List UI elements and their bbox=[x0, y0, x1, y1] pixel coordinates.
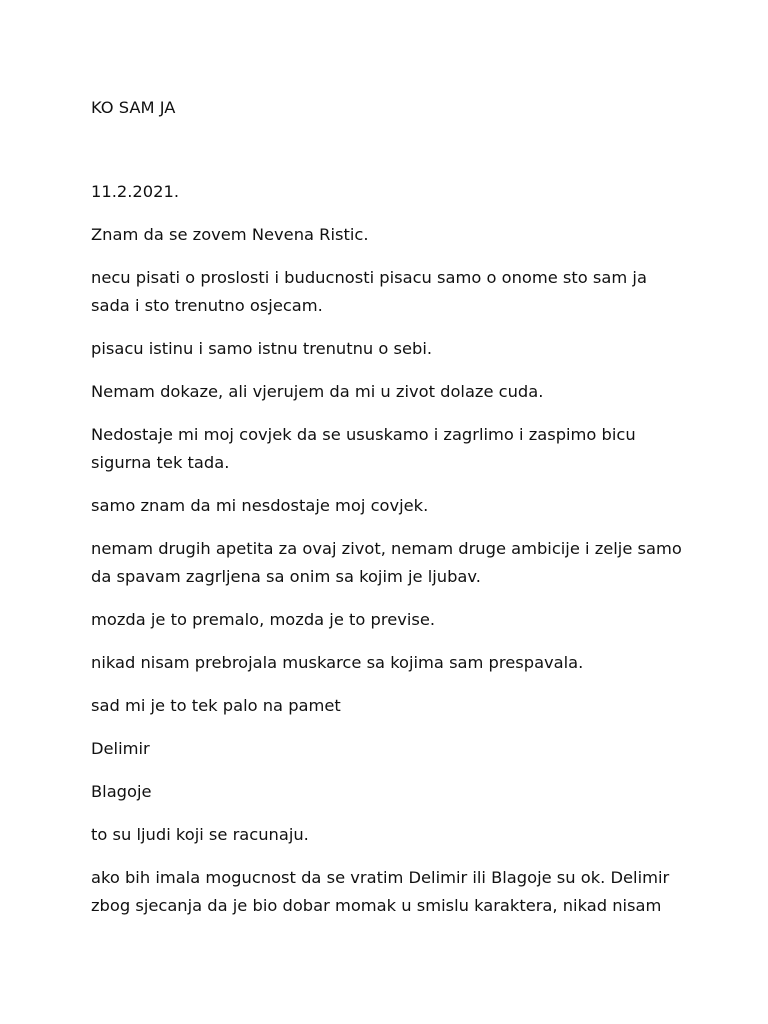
paragraph: nemam drugih apetita za ovaj zivot, nemam druge ambicije i zelje samo da spavam zagrljena sa onim sa kojim je ljubav. bbox=[91, 539, 682, 586]
paragraph: to su ljudi koji se racunaju. bbox=[91, 825, 309, 844]
paragraph: Nedostaje mi moj covjek da se ususkamo i zagrlimo i zaspimo bicu sigurna tek tada. bbox=[91, 425, 636, 472]
paragraph: Delimir bbox=[91, 739, 150, 758]
document-date: 11.2.2021. bbox=[91, 182, 180, 201]
paragraph: sad mi je to tek palo na pamet bbox=[91, 696, 341, 715]
paragraph: nikad nisam prebrojala muskarce sa kojima sam prespavala. bbox=[91, 653, 584, 672]
paragraph: Nemam dokaze, ali vjerujem da mi u zivot dolaze cuda. bbox=[91, 382, 544, 401]
paragraph: necu pisati o proslosti i buducnosti pisacu samo o onome sto sam ja sada i sto trenutno osjecam. bbox=[91, 268, 647, 315]
paragraph: Blagoje bbox=[91, 782, 152, 801]
document-title: KO SAM JA bbox=[91, 98, 176, 117]
paragraph: ako bih imala mogucnost da se vratim Delimir ili Blagoje su ok. Delimir zbog sjecanja da je bio dobar momak u smislu karaktera, nikad nisam bbox=[91, 868, 670, 915]
paragraph: samo znam da mi nesdostaje moj covjek. bbox=[91, 496, 429, 515]
paragraph: Znam da se zovem Nevena Ristic. bbox=[91, 225, 369, 244]
paragraph: pisacu istinu i samo istnu trenutnu o sebi. bbox=[91, 339, 433, 358]
document-body bbox=[91, 94, 691, 935]
paragraph: mozda je to premalo, mozda je to previse. bbox=[91, 610, 436, 629]
